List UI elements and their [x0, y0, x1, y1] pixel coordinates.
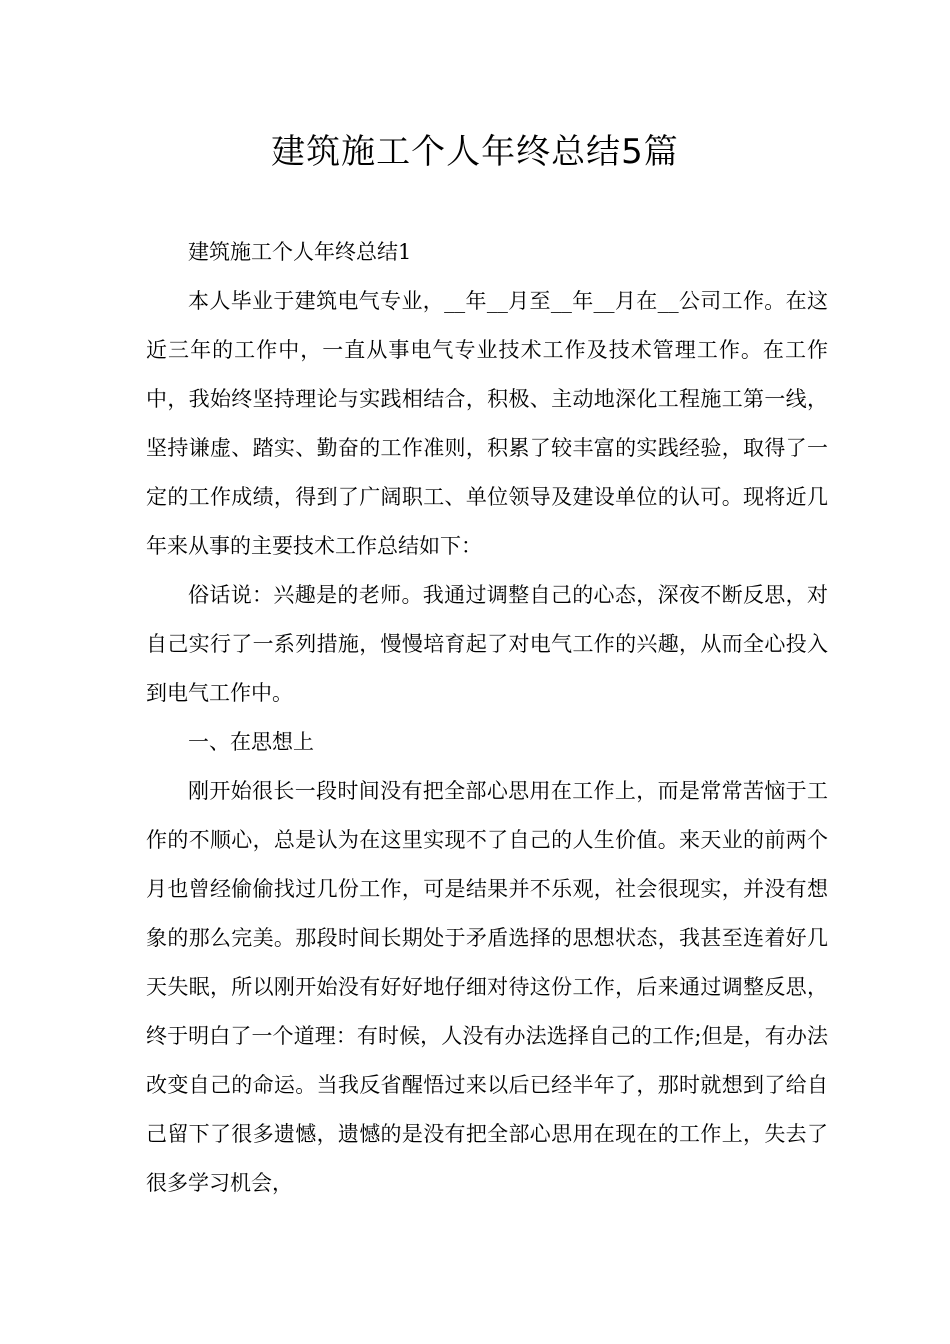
paragraph: 俗话说：兴趣是的老师。我通过调整自己的心态，深夜不断反思，对自己实行了一系列措施，慢慢培育起了对电气工作的兴趣，从而全心投入到电气工作中。 [146, 583, 828, 705]
section-heading: 一、在思想上 [188, 730, 314, 754]
document-title: 建筑施工个人年终总结5篇 [271, 132, 679, 172]
document-body [146, 228, 828, 1208]
paragraph: 本人毕业于建筑电气专业，__年__月至__年__月在__公司工作。在这近三年的工作中，一直从事电气专业技术工作及技术管理工作。在工作中，我始终坚持理论与实践相结合，积极、主动地深化工程施工第一线，坚持谦虚、踏实、勤奋的工作准则，积累了较丰富的实践经验，取得了一定的工作成绩，得到了广阔职工、单位领导及建设单位的认可。现将近几年来从事的主要技术工作总结如下： [146, 289, 828, 558]
paragraph: 刚开始很长一段时间没有把全部心思用在工作上，而是常常苦恼于工作的不顺心，总是认为在这里实现不了自己的人生价值。来天业的前两个月也曾经偷偷找过几份工作，可是结果并不乐观，社会很现实，并没有想象的那么完美。那段时间长期处于矛盾选择的思想状态，我甚至连着好几天失眠，所以刚开始没有好好地仔细对待这份工作，后来通过调整反思，终于明白了一个道理：有时候，人没有办法选择自己的工作;但是，有办法改变自己的命运。当我反省醒悟过来以后已经半年了，那时就想到了给自己留下了很多遗憾，遗憾的是没有把全部心思用在现在的工作上，失去了很多学习机会， [146, 779, 828, 1195]
section-heading: 建筑施工个人年终总结1 [188, 240, 412, 264]
